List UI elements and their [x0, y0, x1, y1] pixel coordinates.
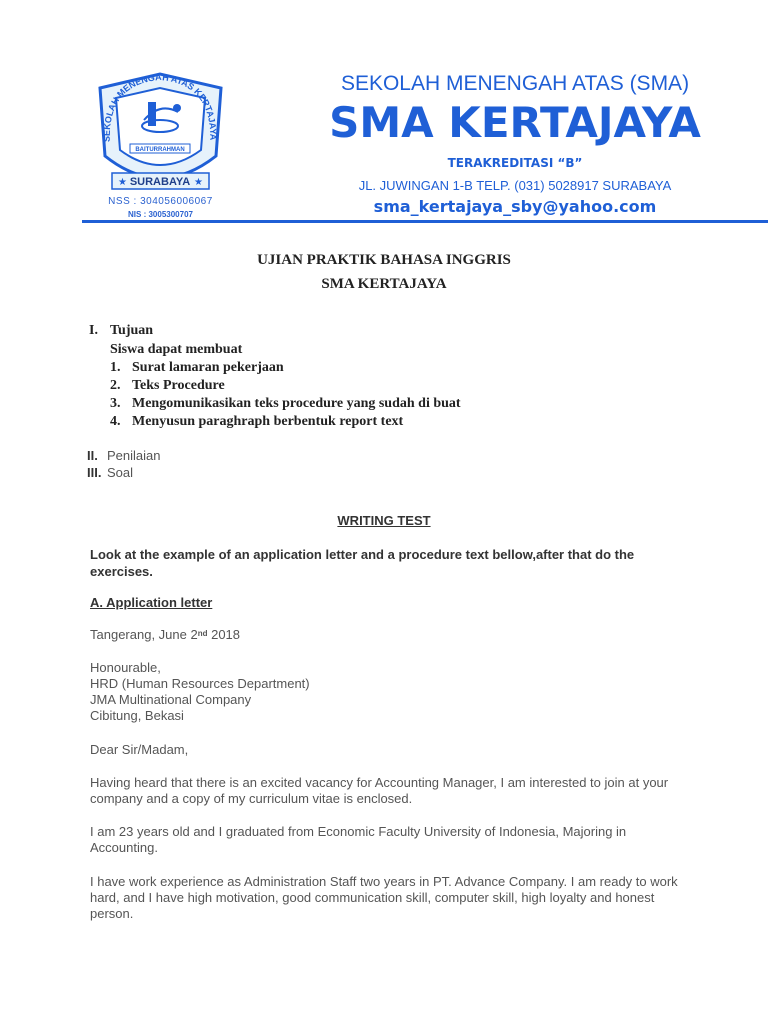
objective-item — [110, 414, 403, 430]
section-1-intro: Siswa dapat membuat — [110, 342, 243, 357]
recipient-line: Honourable, — [90, 660, 161, 675]
school-type: SEKOLAH MENENGAH ATAS (SMA) — [340, 72, 690, 95]
letter-recipient — [90, 660, 690, 724]
nss-number: NSS : 304056006067 — [108, 196, 213, 207]
section-1-title: Tujuan — [110, 323, 154, 338]
svg-text:★: ★ — [194, 177, 203, 188]
exam-subtitle: SMA KERTAJAYA — [321, 276, 447, 292]
section-1-number: I. — [89, 323, 98, 338]
objective-text: Menyusun paraghraph berbentuk report text — [132, 414, 404, 429]
header-divider — [82, 220, 768, 223]
section-2-number: II. — [87, 448, 98, 463]
section-3 — [87, 465, 133, 480]
writing-test-title: WRITING TEST — [337, 513, 431, 528]
recipient-line: Cibitung, Bekasi — [90, 708, 184, 723]
letter-date-prefix: Tangerang, June 2 — [90, 627, 198, 642]
recipient-line: JMA Multinational Company — [90, 692, 252, 707]
letter-date — [90, 627, 690, 643]
school-logo — [88, 68, 233, 198]
objective-number: 2. — [110, 378, 121, 393]
section-2 — [87, 448, 161, 463]
letter-date-ordinal: nd — [197, 629, 208, 638]
objective-number: 4. — [110, 414, 121, 429]
svg-text:★: ★ — [118, 177, 127, 188]
writing-test-instructions: Look at the example of an application letter and a procedure text bellow,after that do the exercises. — [90, 547, 635, 579]
section-3-title: Soal — [107, 465, 134, 480]
objective-number: 1. — [110, 360, 121, 375]
objective-item — [110, 396, 461, 412]
recipient-line: HRD (Human Resources Department) — [90, 676, 310, 691]
objective-text: Teks Procedure — [132, 378, 225, 393]
letter-paragraph: Having heard that there is an excited vacancy for Accounting Manager, I am interested to join at your company and a copy of my curriculum vitae is enclosed. — [90, 775, 669, 806]
logo-ring-text: SEKOLAH MENENGAH ATAS KERTAJAYA — [101, 71, 219, 143]
objective-text: Surat lamaran pekerjaan — [132, 360, 284, 375]
letter-paragraph: I am 23 years old and I graduated from Economic Faculty University of Indonesia, Majoring in Accounting. — [90, 824, 627, 855]
objective-item — [110, 360, 284, 376]
logo-inner-text: BAITURRAHMAN — [135, 147, 185, 153]
part-a-heading: A. Application letter — [90, 595, 213, 610]
logo-banner-text: SURABAYA — [129, 176, 191, 188]
letter-date-year: 2018 — [207, 627, 241, 642]
school-name: SMA KERTAJAYA — [329, 98, 701, 147]
section-3-number: III. — [87, 465, 102, 480]
school-address: JL. JUWINGAN 1-B TELP. (031) 5028917 SURABAYA — [358, 178, 672, 193]
accreditation: TERAKREDITASI “B” — [447, 156, 583, 170]
objective-number: 3. — [110, 396, 121, 411]
objective-text: Mengomunikasikan teks procedure yang sudah di buat — [132, 396, 461, 411]
exam-title: UJIAN PRAKTIK BAHASA INGGRIS — [257, 252, 511, 268]
letter-salutation: Dear Sir/Madam, — [90, 742, 189, 757]
objective-item — [110, 378, 225, 394]
letter-paragraph: I have work experience as Administration Staff two years in PT. Advance Company. I am ready to work hard, and I have high motivation, good communication skill, computer skill, high loyalty and honest person. — [90, 874, 678, 921]
section-2-title: Penilaian — [107, 448, 161, 463]
nis-number: NIS : 3005300707 — [128, 210, 193, 219]
school-email: sma_kertajaya_sby@yahoo.com — [373, 197, 657, 216]
